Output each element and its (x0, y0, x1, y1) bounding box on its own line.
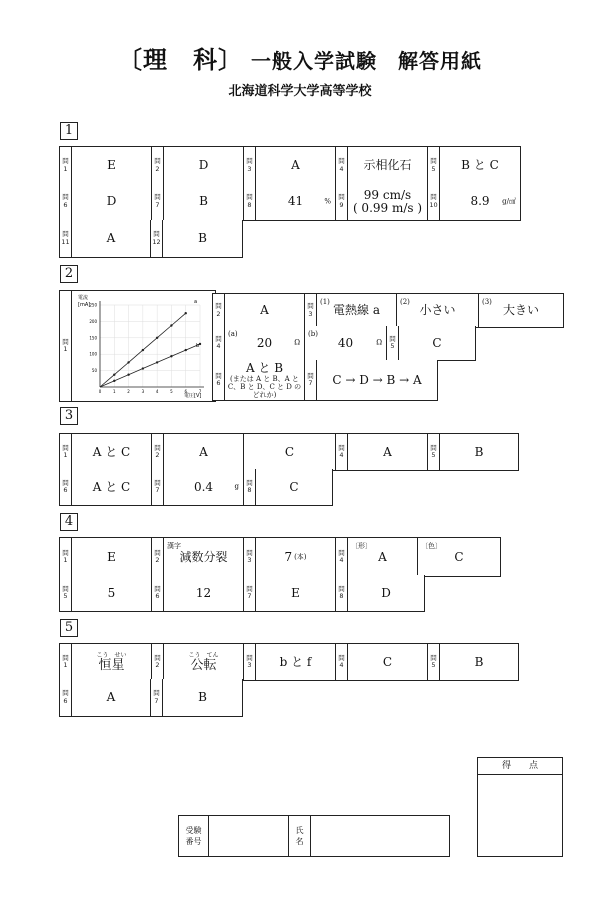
answer-field[interactable]: (b) 40 Ω (308, 330, 382, 350)
s2-q1-box: 問 1 250 200 150 100 50 0 1 2 3 4 5 6 7 電流 [mA] 電圧[V] a b (59, 290, 216, 402)
data-point-a (156, 337, 158, 339)
candidate-info-box: 受験 番号 氏 名 (178, 815, 450, 857)
answer-field[interactable]: C (284, 444, 295, 459)
current-voltage-graph (72, 291, 215, 401)
x-tick-label: 1 (113, 389, 116, 394)
answer-field[interactable]: B (198, 690, 207, 704)
answer-field[interactable]: A (260, 303, 269, 317)
exam-number-field[interactable] (209, 816, 288, 856)
y-tick-label: 100 (89, 351, 97, 357)
answer-field[interactable]: 7 (本) (284, 549, 307, 564)
answer-field[interactable]: こう せい 恒星 (96, 651, 127, 673)
subject-label: 〔理 科〕 (118, 45, 244, 74)
s3-row-1: 問 1 A と C 問 2 A C 問 4 A 問 5 B (59, 433, 519, 471)
answer-field[interactable]: 5 (107, 585, 116, 600)
answer-field[interactable]: (a) 20 Ω (228, 330, 300, 350)
answer-field[interactable]: B と C (461, 158, 499, 172)
data-point-b (185, 349, 187, 351)
answer-field[interactable]: D (198, 158, 209, 172)
unit-label: g/㎤ (502, 197, 516, 205)
score-box (477, 757, 563, 857)
answer-field[interactable]: A (106, 690, 116, 704)
s4-row-1: 問 1 E 問 2 漢字 減数分裂 問 3 7 (本) 問 4 〔形〕 A 〔色〕 C (59, 537, 501, 577)
answer-field[interactable]: A (383, 444, 392, 459)
answer-field[interactable]: B (474, 444, 484, 459)
answer-field[interactable]: 99 cm/s ( 0.99 m/s ) (352, 187, 423, 215)
answer-field[interactable]: 〔色〕 C (421, 542, 464, 564)
data-point-b (156, 361, 158, 363)
answer-field[interactable]: A と B (または A と B、A と C、B と D、C と D のどれか) (227, 360, 302, 399)
s4-row-2: 問 5 5 問 6 12 問 7 E 問 8 D (59, 575, 425, 612)
score-field[interactable] (478, 775, 562, 855)
s2-row-2: 問 4 (a) 20 Ω (b) 40 Ω 問 5 C (212, 326, 476, 361)
data-point-b (142, 367, 144, 369)
x-tick-label: 4 (155, 389, 159, 394)
sheet-title (0, 40, 600, 75)
answer-field[interactable]: A と C (92, 444, 131, 459)
data-point-b (113, 380, 115, 382)
data-point-a (142, 349, 144, 351)
answer-field[interactable]: 0.4 g (193, 479, 239, 494)
data-point-a (185, 312, 187, 314)
data-point-a (170, 324, 172, 326)
unit-label: % (324, 197, 331, 205)
s5-row-2: 問 6 A 問 7 B (59, 679, 243, 717)
s2-row-1: 問 2 A 問 3 (1) 電熱線 a (2) 小さい (3) 大きい (212, 293, 564, 328)
s3-row-2: 問 6 A と C 問 7 0.4 g 問 8 C (59, 469, 333, 506)
s1-row-3: 問 11 A 問 12 B (59, 220, 243, 258)
data-point-b (127, 374, 129, 376)
answer-field[interactable]: E (107, 549, 116, 564)
y-tick-label: 50 (91, 368, 97, 374)
section-3-number: 3 (60, 407, 78, 425)
data-point-b (170, 355, 172, 357)
s1-row-1: 問 1 E 問 2 D 問 3 A 問 4 示相化石 問 5 B と C (59, 146, 521, 185)
answer-field[interactable]: こう てん 公転 (188, 651, 219, 673)
answer-field[interactable]: C → D → B → A (332, 372, 422, 387)
x-tick-label: 3 (141, 389, 145, 394)
answer-field[interactable]: C (432, 335, 442, 350)
section-4-number: 4 (60, 513, 78, 531)
answer-field[interactable]: C (289, 479, 299, 494)
exam-label: 一般入学試験 解答用紙 (250, 49, 482, 73)
answer-field[interactable]: A (106, 231, 116, 245)
data-point-a (113, 374, 115, 376)
school-name: 北海道科学大学高等学校 (228, 84, 372, 99)
x-axis-label: 電圧[V] (184, 393, 202, 399)
y-tick-label: 250 (89, 302, 97, 308)
s5-row-1: 問 1 こう せい 恒星 問 2 こう てん 公転 問 3 b と f 問 4 C 問 5 B (59, 643, 519, 681)
answer-field[interactable]: B (474, 654, 484, 669)
answer-field[interactable]: B (198, 231, 207, 245)
section-5-number: 5 (60, 619, 78, 637)
answer-field[interactable]: 〔形〕 A (351, 542, 387, 564)
answer-field[interactable]: E (107, 158, 116, 172)
answer-field[interactable]: 8.9 g/㎤ (470, 194, 516, 208)
series-label-a: a (194, 299, 198, 305)
answer-field[interactable]: b と f (279, 654, 312, 669)
answer-field[interactable]: (1) 電熱線 a (320, 298, 380, 317)
answer-field[interactable]: E (291, 585, 300, 600)
answer-field[interactable]: A と C (92, 479, 131, 494)
answer-field[interactable]: D (106, 194, 117, 208)
answer-field[interactable]: B (199, 194, 208, 208)
answer-field[interactable]: 示相化石 (363, 158, 412, 172)
s1-row-2: 問 6 D 問 7 B 問 8 41 % 問 9 99 cm/s ( 0.99 m/s ) 問 10 8.9 g/㎤ (59, 183, 521, 221)
answer-field[interactable]: (2) 小さい (400, 298, 456, 317)
x-tick-label: 0 (98, 389, 102, 394)
x-tick-label: 7 (198, 389, 202, 394)
section-2-number: 2 (60, 265, 78, 283)
answer-field[interactable]: 12 (195, 585, 212, 600)
series-label-b: b (196, 343, 200, 349)
answer-field[interactable]: (3) 大きい (482, 298, 539, 317)
answer-field[interactable]: 41 % (287, 194, 331, 208)
y-tick-label: 150 (89, 335, 97, 341)
answer-field[interactable]: 漢字 減数分裂 (167, 542, 228, 564)
x-tick-label: 5 (170, 389, 173, 394)
answer-field[interactable]: D (381, 585, 391, 600)
answer-field[interactable]: C (382, 654, 393, 669)
score-label: 得 点 (478, 758, 562, 775)
s2-row-3: 問 6 A と B (または A と B、A と C、B と D、C と D のどれか) 問 7 C → D → B → A (212, 360, 438, 401)
name-field[interactable] (311, 816, 449, 856)
data-point-a (127, 361, 129, 363)
x-tick-label: 6 (184, 389, 187, 394)
y-tick-label: 200 (89, 318, 97, 324)
section-1-number: 1 (60, 122, 78, 140)
y-axis-unit: [mA] (78, 302, 91, 308)
answer-field[interactable]: A (291, 158, 300, 172)
y-axis-label: 電流 (78, 295, 89, 301)
answer-field[interactable]: A (199, 444, 208, 459)
x-tick-label: 2 (127, 389, 130, 394)
